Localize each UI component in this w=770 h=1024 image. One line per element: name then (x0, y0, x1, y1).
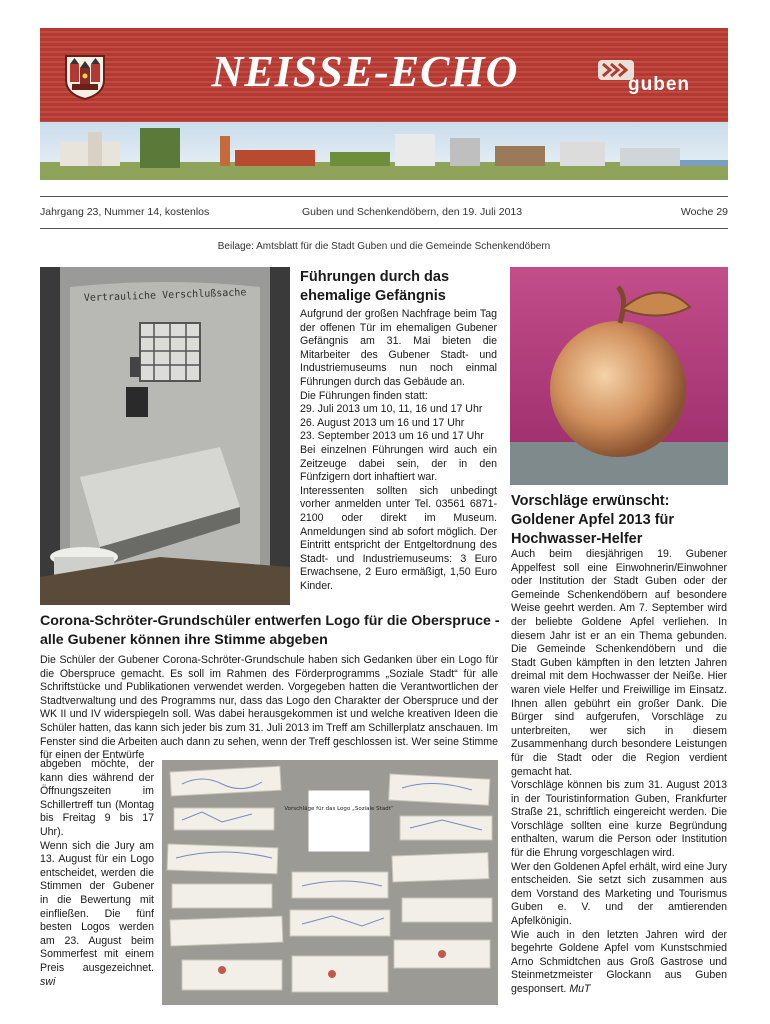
logo-last-paragraph: Wenn sich die Jury am 13. August für ein Logo entscheidet, werden die Stimmen der Gubener in die Bewertung mit einfließen. Die fünf besten Logos werden am 23. August beim Sommerfest mit einem Preis ausgezeichnet. (40, 839, 154, 974)
rule-bottom (40, 228, 728, 229)
prison-date: 23. September 2013 um 16 und 17 Uhr (300, 430, 484, 443)
prison-article-headline: Führungen durch das ehemalige Gefängnis (300, 269, 450, 304)
issue-number: Jahrgang 23, Nummer 14, kostenlos (40, 206, 210, 218)
golden-apple-photo (510, 267, 728, 485)
supplement-note: Beilage: Amtsblatt für die Stadt Guben und die Gemeinde Schenkendöbern (217, 241, 551, 252)
apple-article-body (511, 548, 727, 1008)
guben-logo (598, 58, 718, 98)
place-date: Guben und Schenkendöbern, den 19. Juli 2013 (302, 206, 523, 218)
prison-paragraph: Aufgrund der großen Nachfrage beim Tag der offenen Tür im ehemaligen Gubener Gefängnis am 31. Mai bieten die Mitarbeiter des Gubener Stadt- und Industriemuseums nun noch einmal Führungen durch das Gebäude an. (300, 308, 497, 388)
prison-date: 29. Juli 2013 um 10, 11, 16 und 17 Uhr (300, 403, 483, 416)
logo-wordmark: guben (628, 74, 690, 95)
apple-author: MuT (569, 983, 591, 995)
logo-paragraph (40, 840, 154, 990)
prison-article-body (300, 308, 497, 608)
logo-paragraph: abgeben möchte, der kann dies während der Öffnungszeiten im Schillertreff tun (Montag bis Freitag 9 bis 17 Uhr). (40, 758, 154, 838)
logo-author: swi (40, 975, 56, 988)
town-crest-icon (64, 54, 106, 100)
town-photo-strip (40, 122, 728, 180)
newspaper-title: NEISSE-ECHO (211, 47, 519, 96)
poster-text (284, 806, 394, 812)
logo-article-column (40, 758, 154, 1008)
apple-paragraph: Wer den Goldenen Apfel erhält, wird eine Jury entscheiden. Sie setzt sich zusammen aus dem Vorstand des Marketing und Tourismus Guben e. V. und der amtierenden Apfelkönigin. (511, 860, 727, 928)
logo-article-intro: Die Schüler der Gubener Corona-Schröter-Grundschule haben sich Gedanken über ein Logo für die Oberspruce gemacht. Es soll im Rahmen des Förderprogramms „Soziale Stadt“ für alle Schriftstücke und Publikationen verwendet werden. Vorgegeben hatten die Verantwortlichen der Stadtverwaltung und des Programms nur, dass das Logo den Charakter der Oberspruce und der WK II und IV widerspiegeln soll. Was dabei herausgekommen ist und welche kreativen Ideen die Schüler hatten, das kann sich jeder bis zum 31. Juli 2013 im Treff am Schillerplatz anschauen. Im Fenster sind die Arbeiten auch dann zu sehen, wenn der Treff geschlossen ist. Wer seine Stimme für einen der Entwürfe (40, 654, 498, 762)
logo-article-headline: Corona-Schröter-Grundschüler entwerfen Logo für die Oberspruce - alle Gubener können ihre Stimme abgeben (40, 613, 500, 648)
apple-article-headline: Vorschläge erwünscht: Goldener Apfel 2013 für Hochwasser-Helfer (511, 493, 675, 547)
prison-cell-photo (40, 267, 290, 605)
masthead (40, 28, 728, 122)
poster-text-line: Vorschläge für das Logo „Soziale Stadt“ (284, 806, 394, 812)
week-number: Woche 29 (680, 206, 728, 218)
wall-sign-text: Vertrauliche Verschlußsache (83, 287, 247, 304)
apple-paragraph (511, 929, 727, 997)
apple-last-sentence: Wie auch in den letzten Jahren wird der begehrte Goldene Apfel vom Kunstschmied Arno Schmidtchen aus Groß Gastrose und Steinmetzmeister Glockann aus Guben gesponsert. (511, 928, 727, 995)
prison-paragraph: Bei einzelnen Führungen wird auch ein Zeitzeuge dabei sein, der in den Fünfzigern dort inhaftiert war. (300, 443, 497, 484)
apple-paragraph: Vorschläge können bis zum 31. August 2013 in der Touristinformation Guben, Frankfurter Straße 21, schriftlich eingereicht werden. Die Vorschläge sollten eine kurze Begründung enthalten, warum die Person oder Institution für die Ehrung vorgeschlagen wird. (511, 779, 727, 860)
rule-top (40, 196, 728, 197)
prison-paragraph: Interessenten sollten sich unbedingt vorher anmelden unter Tel. 03561 6871-2100 oder direkt im Museum. Anmeldungen sind ab sofort möglich. Der Eintritt entspricht der Entgeltordnung des Stadt- und Industriemuseums: 3 Euro Erwachsene, 2 Euro ermäßigt, 1,50 Euro Kinder. (300, 484, 497, 592)
prison-paragraph: Die Führungen finden statt: (300, 389, 428, 402)
student-drawings-photo (162, 760, 498, 1005)
issue-info-line (40, 206, 728, 222)
apple-paragraph: Auch beim diesjährigen 19. Gubener Appelfest soll eine Einwohnerin/Einwohner oder Institution der Stadt Guben oder der Gemeinde Schenkendöbern auf besondere Weise geehrt werden. Am 7. September wird der beliebte Goldene Apfel verliehen. In diesem Jahr ist er an ein Thema gebunden. Die Gemeinde Schenkendöbern und die Stadt Guben kämpften in den letzten Jahren dreimal mit dem Hochwasser der Neiße. Hier waren viele Helfer und Freiwillige im Einsatz. Ihnen allen gebührt ein großer Dank. Die Bürger sind aufgerufen, Vorschläge zu unterbreiten, wer sich in diesem Zusammenhang durch besondere Leistungen für die Stadt oder die Region verdient gemacht hat. (511, 548, 727, 778)
prison-date: 26. August 2013 um 16 und 17 Uhr (300, 416, 465, 429)
